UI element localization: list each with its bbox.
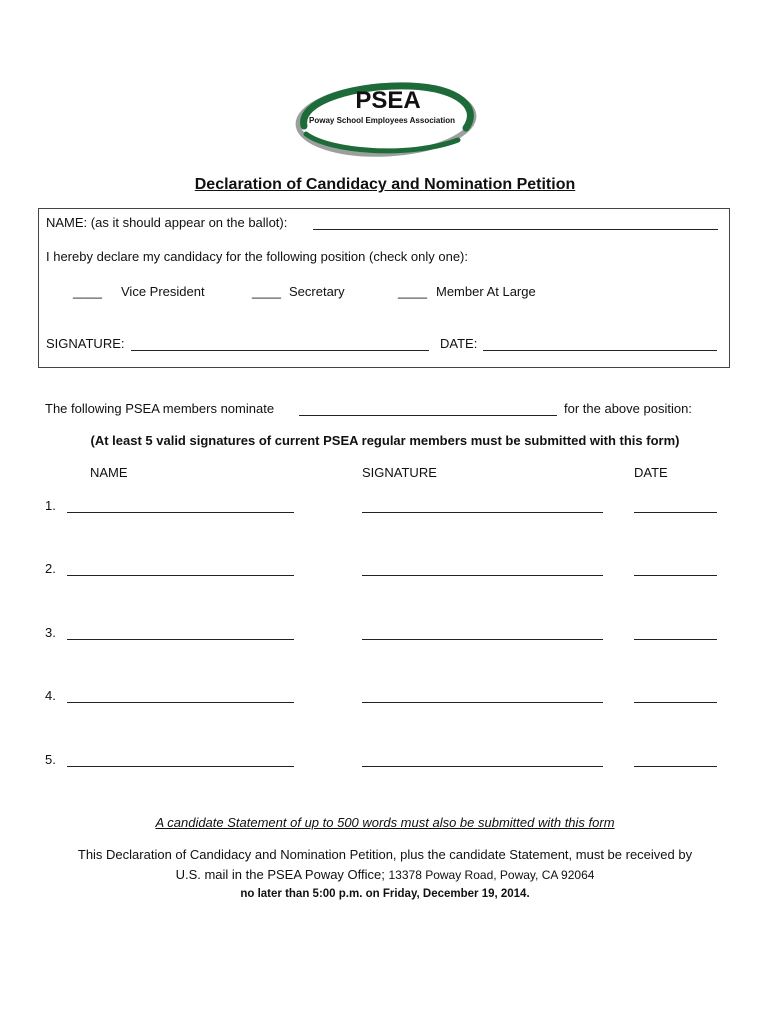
vice-president-checkbox[interactable]: ____ [73,284,102,299]
nominator-date-line[interactable] [634,639,717,640]
header-name: NAME [90,465,128,480]
psea-logo [290,78,480,162]
nominator-date-line[interactable] [634,575,717,576]
candidate-date-line[interactable] [483,350,717,351]
logo-subtitle: Poway School Employees Association [309,116,455,125]
secretary-checkbox[interactable]: ____ [252,284,281,299]
vice-president-label: Vice President [121,284,205,299]
psea-logo-emblem [290,78,480,162]
nominator-name-line[interactable] [67,702,294,703]
statement-note: A candidate Statement of up to 500 words must also be submitted with this form [155,815,615,830]
nominator-date-line[interactable] [634,512,717,513]
logo-name: PSEA [355,87,421,114]
row-number: 3. [45,625,56,640]
member-at-large-label: Member At Large [436,284,536,299]
nominator-signature-line[interactable] [362,575,603,576]
nominator-signature-line[interactable] [362,766,603,767]
candidacy-box [38,208,730,368]
nominator-signature-line[interactable] [362,702,603,703]
header-date: DATE [634,465,668,480]
row-number: 1. [45,498,56,513]
nominator-date-line[interactable] [634,702,717,703]
nominator-name-line[interactable] [67,575,294,576]
row-number: 5. [45,752,56,767]
page-title: Declaration of Candidacy and Nomination Petition [194,176,576,193]
name-label: NAME: (as it should appear on the ballot): [46,215,288,230]
row-number: 2. [45,561,56,576]
nomination-intro-suffix: for the above position: [564,401,692,416]
secretary-label: Secretary [289,284,345,299]
nominator-signature-line[interactable] [362,639,603,640]
office-address: 13378 Poway Road, Poway, CA 92064 [388,868,595,882]
receipt-line-1: This Declaration of Candidacy and Nomination Petition, plus the candidate Statement, must be received by [77,847,693,862]
nominator-name-line[interactable] [67,639,294,640]
nominator-name-line[interactable] [67,512,294,513]
signature-label: SIGNATURE: [46,336,125,351]
receipt-line-2-prefix: U.S. mail in the PSEA Poway Office; [175,867,385,882]
candidate-signature-line[interactable] [131,350,429,351]
date-label: DATE: [440,336,478,351]
nominee-position-line[interactable] [299,415,557,416]
nomination-intro-prefix: The following PSEA members nominate [45,401,275,416]
member-at-large-checkbox[interactable]: ____ [398,284,427,299]
candidate-name-line[interactable] [313,229,718,230]
nominator-name-line[interactable] [67,766,294,767]
signature-requirement: (At least 5 valid signatures of current PSEA regular members must be submitted with this form) [90,433,680,448]
nominator-signature-line[interactable] [362,512,603,513]
receipt-line-2 [0,867,770,882]
declare-text: I hereby declare my candidacy for the following position (check only one): [46,249,468,264]
row-number: 4. [45,688,56,703]
deadline: no later than 5:00 p.m. on Friday, December 19, 2014. [240,888,530,900]
nominator-date-line[interactable] [634,766,717,767]
header-signature: SIGNATURE [362,465,437,480]
